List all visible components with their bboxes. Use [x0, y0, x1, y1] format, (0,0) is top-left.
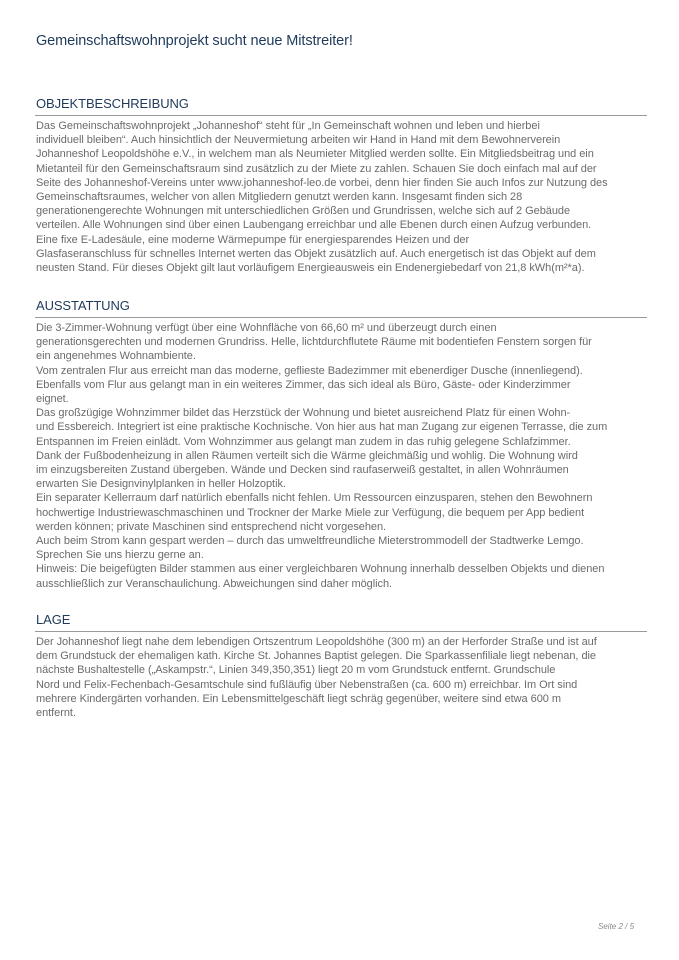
text-line: mehrere Kindergärten vorhanden. Ein Lebensmittelgeschäft liegt schräg gegenüber, weitere sind etwa 600 m	[36, 692, 561, 705]
text-line: Der Johanneshof liegt nahe dem lebendigen Ortszentrum Leopoldshöhe (300 m) an der Herforder Straße und ist auf	[36, 636, 597, 648]
text-line: Das Gemeinschaftswohnprojekt „Johanneshof“ steht für „In Gemeinschaft wohnen und leben und hierbei	[36, 120, 540, 132]
text-line: werden können; private Maschinen sind entsprechend nicht vorgesehen.	[36, 520, 387, 533]
text-line: neusten Stand. Für dieses Objekt gilt laut vorläufigem Energieausweis ein Endenergiebedarf von 21,8 kWh(m²*a).	[36, 262, 585, 275]
text-line: Das großzügige Wohnzimmer bildet das Herzstück der Wohnung und bietet ausreichend Platz für einen Wohn-	[36, 407, 571, 420]
text-line: generationsgerechten und modernen Grundriss. Helle, lichtdurchflutete Räume mit bodentiefen Fenstern sorgen für	[36, 336, 592, 349]
text-line: Glasfaseranschluss für schnelles Internet werten das Objekt zusätzlich auf. Auch energetisch ist das Objekt auf dem	[36, 247, 596, 260]
section-divider	[35, 115, 647, 116]
text-line: Johanneshof Leopoldshöhe e.V., in welchem man als Neumieter Mitglied werden sollte. Ein Mitgliedsbeitrag und ein	[36, 148, 594, 161]
section-heading: AUSSTATTUNG	[36, 298, 130, 313]
page-title: Gemeinschaftswohnprojekt sucht neue Mitstreiter!	[36, 33, 353, 49]
text-line: entfernt.	[36, 707, 76, 720]
text-line: individuell bleiben“. Auch hinsichtlich der Neuvermietung arbeiten wir Hand in Hand mit dem Bewohnerverein	[36, 134, 561, 147]
section-body	[36, 635, 647, 720]
text-line: Seite des Johanneshof-Vereins unter www.johanneshof-leo.de vorbei, denn hier finden Sie auch Infos zur Nutzung des	[36, 176, 608, 189]
text-line: Ebenfalls vom Flur aus gelangt man in ein weiteres Zimmer, das sich ideal als Büro, Gäste- oder Kinderzimmer	[36, 378, 571, 391]
page-number: Seite 2 / 5	[598, 922, 635, 931]
section-objektbeschreibung	[36, 96, 647, 275]
text-line: Mietanteil für den Gemeinschaftsraum sind zusätzlich zu der Miete zu zahlen. Schauen Sie doch einfach mal auf der	[36, 162, 597, 175]
text-line: Eine fixe E-Ladesäule, eine moderne Wärmepumpe für energiesparendes Heizen und der	[36, 233, 470, 246]
text-line: ein angenehmes Wohnambiente.	[36, 350, 196, 363]
text-line: dem Grundstuck der ehemaligen kath. Kirche St. Johannes Baptist gelegen. Die Sparkassenfiliale liegt nebenan, die	[36, 650, 596, 663]
text-line: verteilen. Alle Wohnungen sind über einen Laubengang erreichbar und alle Ebenen durch einen Aufzug verbunden.	[36, 219, 592, 232]
section-heading: LAGE	[36, 612, 71, 627]
text-line: Hinweis: Die beigefügten Bilder stammen aus einer vergleichbaren Wohnung innerhalb desselben Objekts und dienen	[36, 563, 605, 576]
text-line: Gemeinschaftsraumes, welcher von allen Mitgliedern genutzt werden kann. Insgesamt finden sich 28	[36, 191, 523, 204]
text-line: Nord und Felix-Fechenbach-Gesamtschule sind fußläufig über Nebenstraßen (ca. 600 m) erreichbar. Im Ort sind	[36, 678, 578, 691]
section-heading: OBJEKTBESCHREIBUNG	[36, 96, 189, 111]
text-line: und Essbereich. Integriert ist eine praktische Kochnische. Von hier aus hat man Zugang zur eigenen Terrasse, die zum	[36, 421, 608, 434]
text-line: Ein separater Kellerraum darf natürlich ebenfalls nicht fehlen. Um Ressourcen einzusparen, stehen den Bewohnern	[36, 492, 593, 505]
text-line: Die 3-Zimmer-Wohnung verfügt über eine Wohnfläche von 66,60 m² und überzeugt durch einen	[36, 322, 497, 334]
section-divider	[35, 631, 647, 632]
text-line: eignet.	[36, 393, 69, 406]
section-body	[36, 119, 647, 275]
text-line: Dank der Fußbodenheizung in allen Räumen verteilt sich die Wärme gleichmäßig und wohlig. Die Wohnung wird	[36, 449, 578, 462]
section-lage	[36, 612, 647, 720]
text-line: erwarten Sie Designvinylplanken in heller Holzoptik.	[36, 478, 286, 491]
text-line: im einzugsbereiten Zustand übergeben. Wände und Decken sind raufaserweiß gestaltet, in allen Wohnräumen	[36, 464, 569, 477]
section-body	[36, 321, 647, 591]
text-line: hochwertige Industriewaschmaschinen und Trockner der Marke Miele zur Verfügung, die bequem per App bedient	[36, 506, 585, 519]
text-line: Entspannen im Freien einlädt. Vom Wohnzimmer aus gelangt man zudem in das ruhig gelegene Schlafzimmer.	[36, 435, 571, 448]
text-line: ausschließlich zur Veranschaulichung. Abweichungen sind daher möglich.	[36, 577, 393, 590]
text-line: generationengerechte Wohnungen mit unterschiedlichen Größen und Grundrissen, welche sich auf 2 Gebäude	[36, 205, 571, 218]
section-ausstattung	[36, 298, 647, 591]
text-line: Sprechen Sie uns hierzu gerne an.	[36, 549, 204, 562]
text-line: Vom zentralen Flur aus erreicht man das moderne, geflieste Badezimmer mit ebenerdiger Dusche (innenliegend).	[36, 364, 583, 377]
section-divider	[35, 317, 647, 318]
text-line: Auch beim Strom kann gespart werden – durch das umweltfreundliche Mieterstrommodell der Stadtwerke Lemgo.	[36, 535, 584, 548]
text-line: nächste Bushaltestelle („Askampstr.“, Linien 349,350,351) liegt 20 m vom Grundstuck entfernt. Grundschule	[36, 664, 556, 677]
